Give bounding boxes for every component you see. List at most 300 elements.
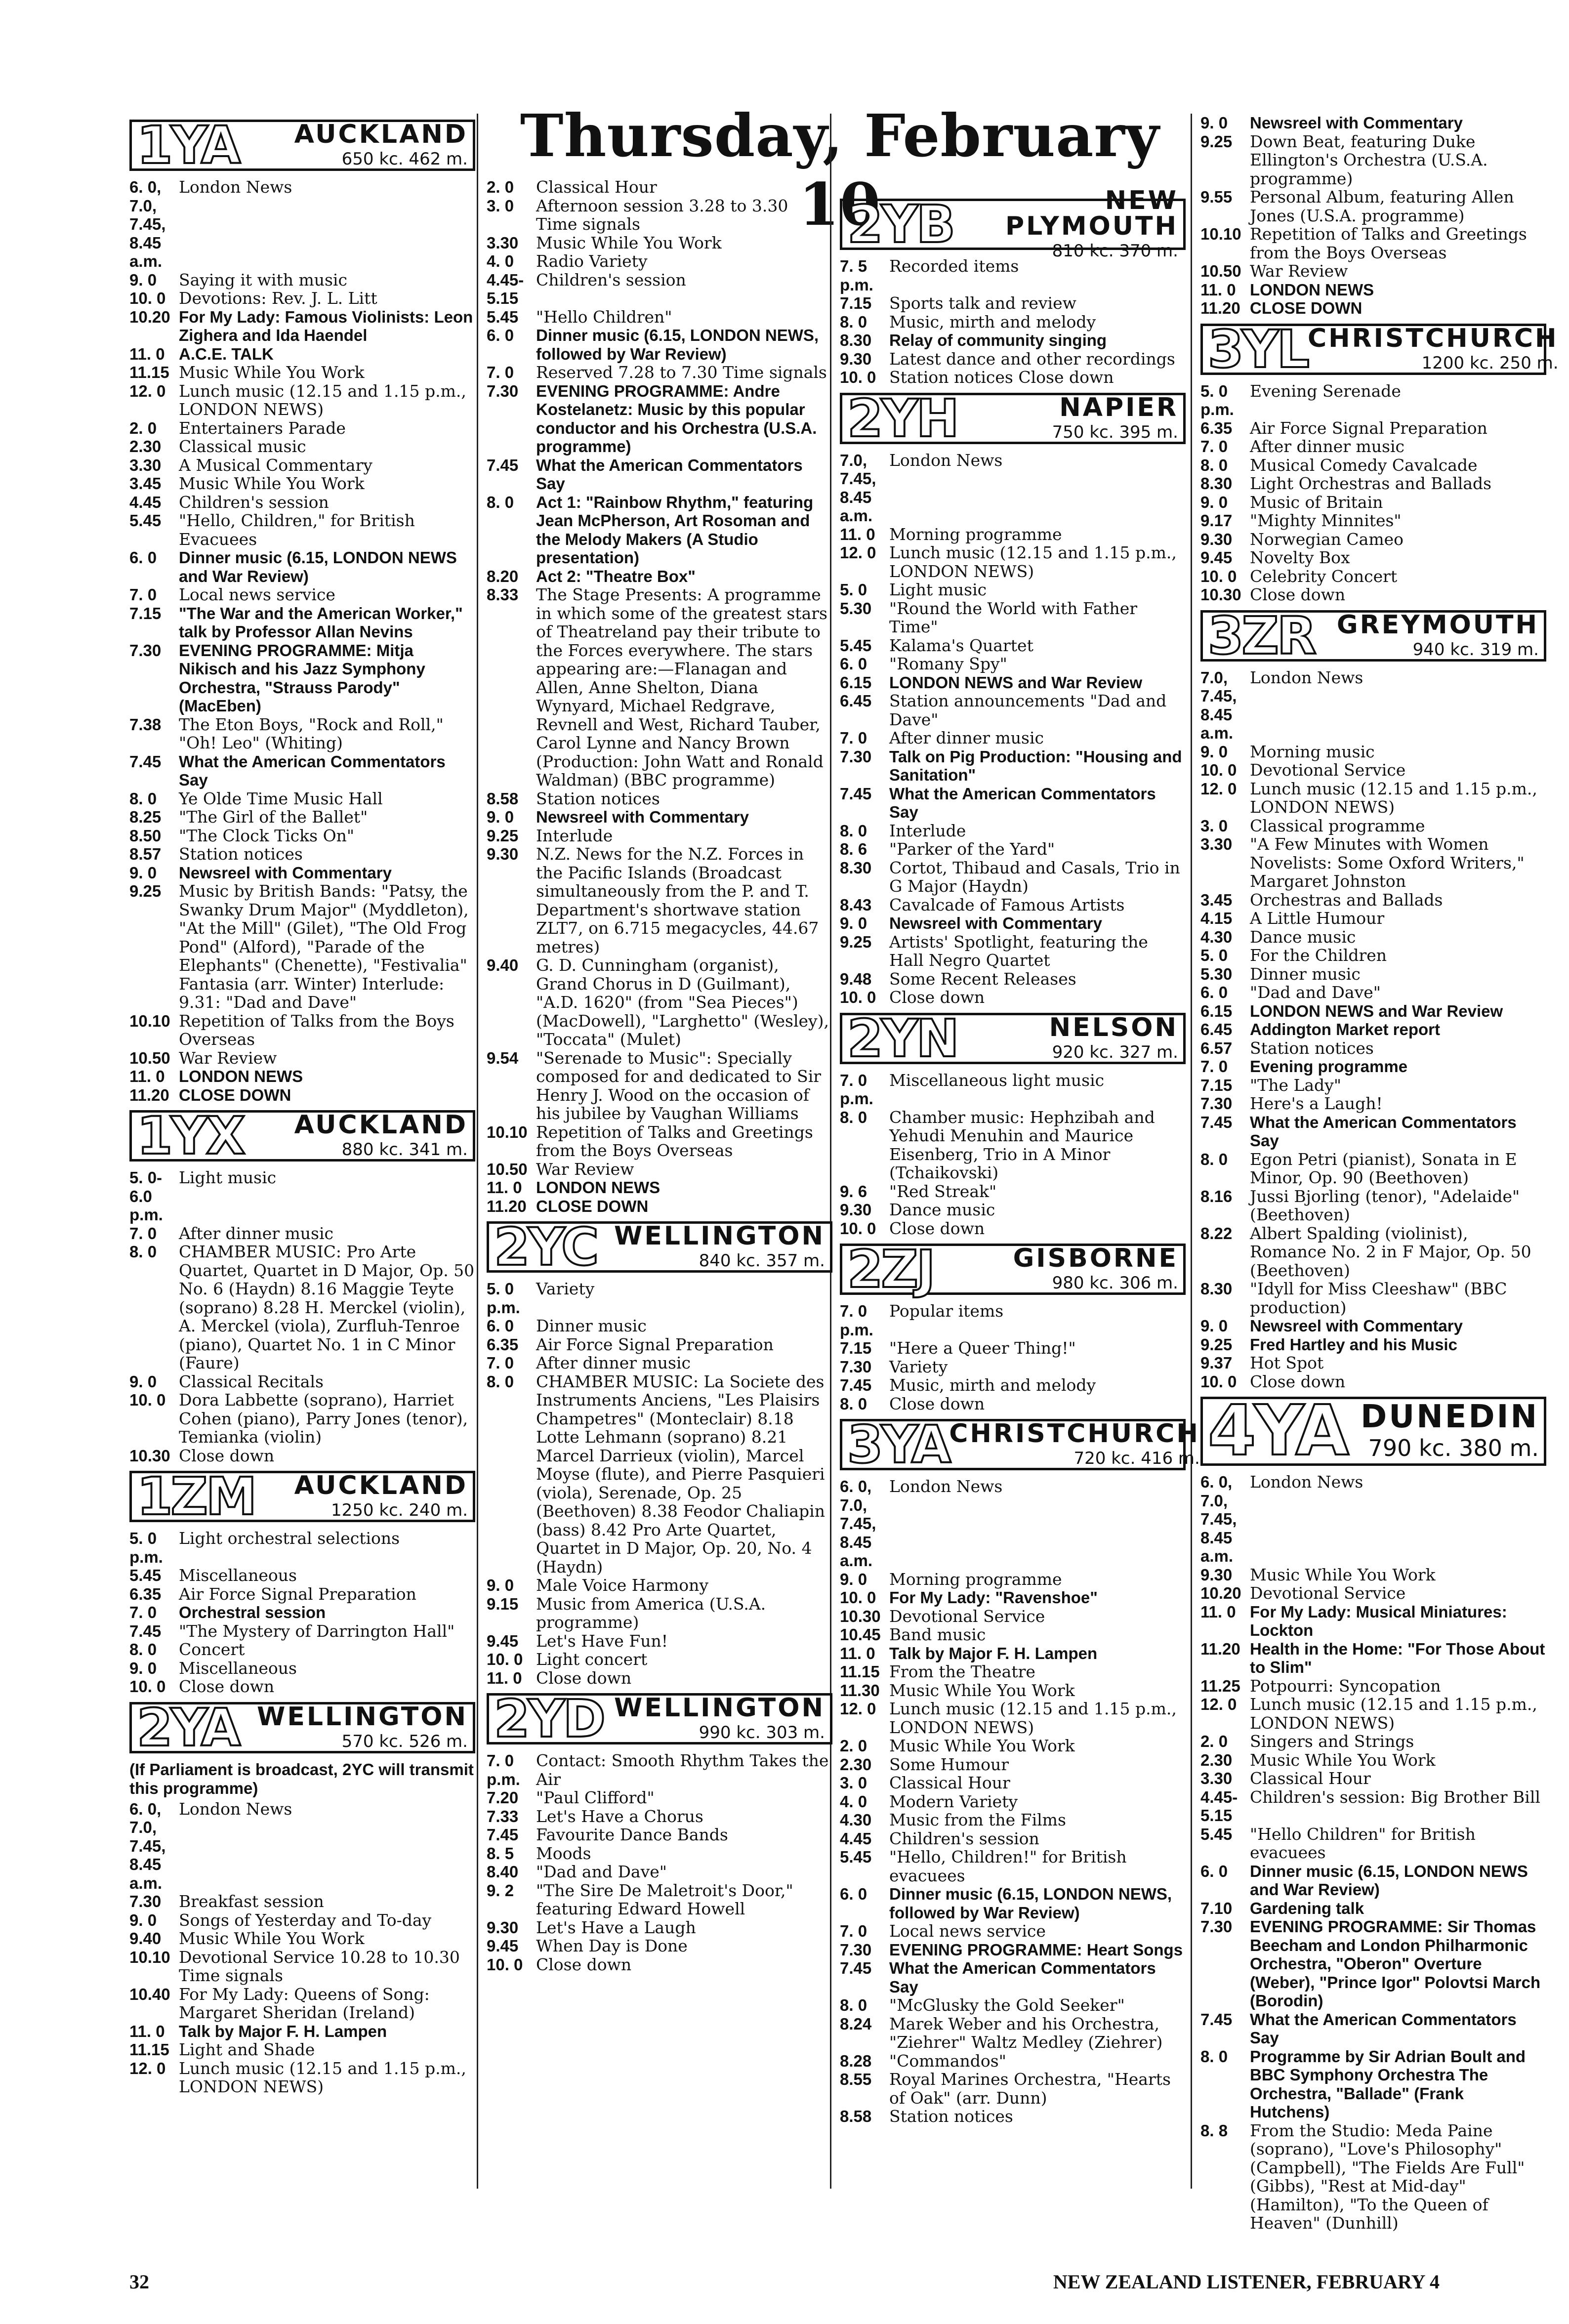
programme-entry (129, 845, 475, 864)
programme-description: Orchestral session (179, 1603, 326, 1621)
programme-description: Repetition of Talks and Greetings from the Boys Overseas (536, 1122, 813, 1160)
station-info (614, 1223, 825, 1271)
programme-entry (1200, 1113, 1546, 1150)
programme-description: Favourite Dance Bands (536, 1825, 728, 1844)
programme-description: Close down (536, 1668, 632, 1688)
programme-entry (487, 363, 832, 382)
programme-entry (487, 1576, 832, 1595)
programme-entry (129, 585, 475, 604)
programme-entry (487, 1788, 832, 1807)
programme-time: 6.35 (129, 1584, 162, 1603)
programme-entry (1200, 780, 1546, 817)
programme-time: 2.30 (129, 437, 162, 456)
programme-description: "Mighty Minnites" (1250, 511, 1402, 530)
programme-time: 8.16 (1200, 1187, 1233, 1205)
programme-description: What the American Commentators Say (179, 752, 446, 789)
programme-time: 8. 5 (487, 1844, 514, 1863)
programme-entry (840, 1941, 1186, 1959)
programme-entry (840, 1477, 1186, 1570)
programme-description: LONDON NEWS (1250, 280, 1374, 299)
programme-time: 8. 0 (840, 1996, 867, 2014)
programme-time: 10.50 (129, 1048, 170, 1067)
programme-time: 8.58 (487, 789, 519, 808)
programme-time: 6.15 (840, 673, 872, 692)
programme-description: Novelty Box (1250, 548, 1350, 567)
programme-entry (129, 493, 475, 512)
programme-entry (487, 585, 832, 789)
programme-time: 12. 0 (840, 543, 876, 562)
programme-entry (487, 1937, 832, 1955)
programme-entry (1200, 474, 1546, 493)
programme-entry (840, 525, 1186, 544)
programme-entry (840, 331, 1186, 350)
programme-entry (840, 1662, 1186, 1681)
station-call-sign: 1YA (137, 115, 239, 175)
column-4 (1200, 114, 1559, 2233)
programme-entry (1200, 1751, 1546, 1770)
programme-entry (1200, 262, 1546, 281)
programme-description: Concert (179, 1640, 245, 1659)
programme-time: 8.57 (129, 845, 162, 863)
programme-time: 9.45 (487, 1631, 519, 1650)
programme-entry (840, 655, 1186, 673)
programme-time: 7. 0 (1200, 1057, 1228, 1076)
programme-time: 9.30 (840, 1201, 872, 1219)
programme-time: 9.48 (840, 969, 872, 988)
station-info (976, 1245, 1178, 1293)
programme-time: 5. 0-6.0 p.m. (129, 1168, 163, 1224)
programme-description: The Stage Presents: A programme in which some of the greatest stars of Theatreland pay their tribute to the Forces everywhere. The stars appearing are:—Flanagan and Allen, Anne Shelton, Diana Wynyard, Michael Redgrave, Revnell and West, Richard Tauber, Carol Lynne and Nancy Brown (Production: John Watt and Ronald Waldman) (BBC programme) (536, 585, 827, 789)
programme-description: Gardening talk (1250, 1899, 1364, 1917)
programme-time: 3. 0 (487, 196, 514, 215)
programme-description: CLOSE DOWN (1250, 299, 1363, 317)
programme-time: 7. 0 (1200, 437, 1228, 456)
programme-entry (487, 956, 832, 1049)
station-info (265, 122, 468, 169)
programme-time: 10. 0 (840, 368, 876, 386)
programme-time: 11.20 (487, 1197, 527, 1215)
programme-description: EVENING PROGRAMME: Mitja Nikisch and his Jazz Symphony Orchestra, "Strauss Parody" (MacEben) (179, 641, 425, 715)
programme-entry (1200, 1825, 1546, 1862)
programme-entry (1200, 1224, 1546, 1280)
station-frequency: 920 kc. 327 m. (1052, 1042, 1178, 1062)
programme-entry (487, 567, 832, 586)
programme-time: 9. 0 (129, 270, 157, 289)
programme-entry (840, 1201, 1186, 1219)
programme-time: 6. 0 (487, 1317, 514, 1335)
station-call-sign: 2YD (494, 1689, 604, 1749)
programme-description: Addington Market report (1250, 1020, 1440, 1038)
programme-time: 9.15 (487, 1594, 519, 1613)
programme-time: 5.45 (487, 307, 519, 326)
programme-description: War Review (536, 1159, 634, 1179)
station-city: CHRISTCHURCH (1307, 323, 1559, 353)
programme-description: Music from America (U.S.A. programme) (536, 1594, 766, 1632)
programme-entry (1200, 281, 1546, 299)
programme-entry (129, 419, 475, 438)
programme-entry (1200, 1788, 1546, 1825)
programme-time: 7.15 (1200, 1076, 1233, 1094)
programme-description: CHAMBER MUSIC: Pro Arte Quartet, Quartet in D Major, Op. 50 No. 6 (Haydn) 8.16 Maggie Teyte (soprano) 8.28 H. Merckel (violin), A. Merckel (viola), Zurfluh-Tenroe (piano), Quartet No. 1 in C Minor (Faure) (179, 1242, 475, 1372)
programme-time: 5.45 (129, 1566, 162, 1584)
station-frequency: 570 kc. 526 m. (341, 1731, 468, 1751)
programme-time: 8.50 (129, 826, 162, 845)
programme-description: LONDON NEWS (536, 1178, 661, 1197)
programme-entry (840, 1219, 1186, 1238)
programme-description: Reserved 7.28 to 7.30 Time signals (536, 363, 827, 382)
programme-entry (487, 1844, 832, 1863)
programme-time: 11.20 (129, 1085, 169, 1104)
programme-entry (840, 1395, 1186, 1413)
programme-description: G. D. Cunningham (organist), Grand Chorus in D (Guilmant), "A.D. 1620" (from "Sea Pieces") (MacDowell), "Larghetto" (Wesley), "Toccata" (Mulet) (536, 955, 829, 1049)
programme-description: Lunch music (12.15 and 1.15 p.m., LONDON NEWS) (179, 2058, 466, 2096)
programme-time: 11. 0 (1200, 1602, 1236, 1621)
programme-description: Children's session (536, 270, 686, 290)
programme-entry (129, 2022, 475, 2041)
programme-time: 9.25 (1200, 1335, 1233, 1354)
programme-entry (1200, 743, 1546, 761)
page-number: 32 (129, 2271, 149, 2293)
programme-entry (840, 1755, 1186, 1774)
programme-time: 7.45 (129, 752, 162, 771)
programme-entry (487, 1955, 832, 1974)
programme-time: 7.15 (129, 604, 162, 622)
programme-entry (1200, 456, 1546, 475)
programme-entry (1200, 188, 1546, 225)
programme-entry (487, 252, 832, 271)
programme-entry (1200, 2121, 1546, 2233)
programme-entry (1200, 419, 1546, 438)
station-header (129, 1697, 475, 1758)
programme-entry (840, 257, 1186, 294)
column-rule (1191, 114, 1192, 2189)
programme-entry (840, 2107, 1186, 2126)
programme-description: London News (889, 1477, 1003, 1496)
programme-entry (487, 1317, 832, 1335)
programme-description: Musical Comedy Cavalcade (1250, 455, 1478, 475)
programme-time: 4. 0 (840, 1792, 867, 1811)
programme-entry (487, 1160, 832, 1179)
programme-time: 9.45 (487, 1937, 519, 1955)
programme-entry (1200, 1640, 1546, 1677)
programme-time: 7.30 (840, 1357, 872, 1376)
station-call-sign: 2YA (137, 1697, 239, 1758)
programme-entry (1200, 1317, 1546, 1335)
programme-time: 3.30 (1200, 835, 1233, 853)
programme-time: 6.45 (840, 692, 872, 710)
programme-description: Interlude (536, 826, 613, 845)
programme-time: 8. 0 (840, 312, 867, 331)
programme-time: 5.30 (840, 599, 872, 618)
programme-time: 9.30 (1200, 530, 1233, 548)
station-call-sign: 2ZJ (847, 1239, 934, 1299)
programme-description: Classical programme (1250, 816, 1425, 835)
station-city: AUCKLAND (294, 120, 468, 149)
programme-time: 6.35 (1200, 418, 1233, 437)
programme-entry (1200, 1187, 1546, 1224)
programme-entry (840, 1737, 1186, 1755)
programme-description: What the American Commentators Say (536, 456, 803, 493)
programme-description: "Here a Queer Thing!" (889, 1338, 1076, 1358)
programme-description: "Serenade to Music": Specially composed for and dedicated to Sir Henry J. Wood on the occasion of his jubilee by Vaughan Williams (536, 1048, 822, 1123)
programme-entry (487, 326, 832, 363)
programme-entry (1200, 437, 1546, 456)
station-info (949, 1421, 1200, 1468)
programme-entry (840, 840, 1186, 859)
programme-entry (1200, 2010, 1546, 2047)
programme-description: Station notices Close down (889, 368, 1114, 387)
programme-time: 8.25 (129, 808, 162, 826)
programme-entry (840, 914, 1186, 933)
programme-entry (1200, 668, 1546, 743)
programme-entry (840, 1829, 1186, 1848)
programme-time: 7.45 (487, 456, 519, 474)
programme-description: Breakfast session (179, 1892, 324, 1911)
programme-description: Classical music (179, 437, 306, 456)
programme-time: 10.10 (487, 1122, 528, 1141)
programme-description: Newsreel with Commentary (179, 863, 392, 882)
programme-description: LONDON NEWS and War Review (889, 673, 1143, 692)
programme-description: Music of Britain (1250, 492, 1383, 512)
programme-description: Kalama's Quartet (889, 635, 1033, 655)
programme-time: 3.30 (129, 456, 162, 474)
programme-entry (487, 197, 832, 234)
programme-description: Station announcements "Dad and Dave" (889, 691, 1167, 729)
programme-entry (1200, 548, 1546, 567)
programme-time: 7.45 (1200, 2010, 1233, 2029)
programme-entry (129, 308, 475, 345)
programme-entry (129, 1372, 475, 1391)
programme-entry (840, 859, 1186, 896)
programme-entry (129, 1168, 475, 1224)
programme-entry (1200, 493, 1546, 512)
programme-time: 9.30 (840, 349, 872, 368)
programme-time: 7.30 (840, 747, 872, 766)
programme-time: 9.25 (129, 882, 162, 900)
programme-entry (840, 933, 1186, 970)
station-city: CHRISTCHURCH (949, 1419, 1200, 1449)
programme-time: 6. 0, 7.0, 7.45, 8.45 a.m. (840, 1477, 876, 1570)
programme-entry (840, 1811, 1186, 1829)
programme-entry (840, 1996, 1186, 2015)
programme-entry (840, 2070, 1186, 2107)
programme-entry (129, 1603, 475, 1622)
station-info (976, 1012, 1178, 1062)
programme-description: London News (179, 1799, 292, 1819)
programme-time: 7.30 (840, 1940, 872, 1959)
programme-time: 6. 0, 7.0, 7.45, 8.45 a.m. (129, 178, 166, 270)
programme-description: Music While You Work (1250, 1565, 1436, 1584)
programme-time: 9. 0 (129, 863, 157, 882)
programme-description: Close down (536, 1954, 632, 1974)
station-call-sign: 3YL (1208, 319, 1308, 379)
programme-time: 8. 0 (129, 1640, 157, 1659)
programme-description: Popular items (889, 1301, 1004, 1321)
programme-time: 9.40 (129, 1929, 162, 1948)
programme-description: LONDON NEWS and War Review (1250, 1001, 1503, 1020)
programme-description: Music by British Bands: "Patsy, the Swanky Drum Major" (Myddleton), "At the Mill" (Gilet), "The Old Frog Pond" (Alford), "Parade of the Elephants" (Chenette), "Festivalia" Fantasia (arr. Winter) Interlude: 9.31: "Dad and Dave" (179, 881, 469, 1012)
programme-time: 8. 0 (487, 1372, 514, 1391)
programme-description: Close down (1250, 585, 1346, 604)
station-header (129, 115, 475, 175)
programme-entry (840, 988, 1186, 1007)
programme-description: "Hello Children" (536, 307, 672, 327)
programme-description: Dance music (1250, 927, 1356, 947)
programme-description: Light music (179, 1168, 277, 1187)
programme-time: 10.45 (840, 1625, 881, 1644)
station-frequency: 980 kc. 306 m. (1052, 1273, 1178, 1293)
programme-entry (1200, 1603, 1546, 1640)
station-frequency: 790 kc. 380 m. (1368, 1435, 1539, 1461)
station-header (1200, 1391, 1546, 1471)
programme-entry (129, 1086, 475, 1105)
programme-description: Devotional Service (1250, 1583, 1406, 1603)
programme-description: "Hello, Children," for British Evacuees (179, 511, 415, 549)
programme-time: 9. 0 (1200, 742, 1228, 761)
station-call-sign: 2YB (847, 194, 953, 254)
programme-entry (129, 604, 475, 641)
programme-description: Talk on Pig Production: "Housing and Sanitation" (889, 747, 1182, 784)
programme-description: Newsreel with Commentary (1250, 1317, 1463, 1335)
programme-entry (840, 368, 1186, 387)
programme-entry (840, 1376, 1186, 1395)
station-city: NEW PLYMOUTH (1005, 186, 1178, 241)
programme-time: 7.33 (487, 1807, 519, 1826)
programme-description: "Hello, Children!" for British evacuees (889, 1847, 1127, 1885)
programme-time: 9. 0 (129, 1372, 157, 1391)
programme-entry (487, 1807, 832, 1826)
programme-time: 5. 0 (840, 581, 867, 599)
station-header (840, 1008, 1186, 1069)
programme-time: 7.30 (129, 1892, 162, 1910)
station-frequency: 880 kc. 341 m. (341, 1140, 468, 1160)
programme-description: Close down (889, 1218, 985, 1238)
programme-time: 8.28 (840, 2051, 872, 2070)
programme-entry (487, 178, 832, 197)
programme-time: 6.57 (1200, 1038, 1233, 1057)
programme-time: 11. 0 (129, 1067, 165, 1085)
programme-time: 6.35 (487, 1335, 519, 1354)
programme-entry (1200, 1280, 1546, 1317)
programme-description: Light and Shade (179, 2040, 315, 2059)
programme-description: Miscellaneous light music (889, 1070, 1105, 1090)
programme-entry (1200, 1039, 1546, 1058)
programme-entry (1200, 1094, 1546, 1113)
programme-description: "Paul Clifford" (536, 1788, 655, 1807)
programme-time: 10.30 (840, 1607, 881, 1625)
column-1 (129, 114, 475, 2096)
station-header (840, 388, 1186, 449)
programme-description: Sports talk and review (889, 293, 1076, 313)
programme-description: CHAMBER MUSIC: La Societe des Instruments Anciens, "Les Plaisirs Champetres" (Monteclair) 8.18 Lotte Lehmann (soprano) 8.21 Marcel Darrieux (violin), Marcel Moyse (flute), and Pierre Pasquieri (viola), Serenade, Op. 25 (Beethoven) 8.38 Feodor Chaliapin (bass) 8.42 Pro Arte Quartet, Quartet in D Major, Op. 20, No. 4 (Haydn) (536, 1371, 825, 1577)
programme-time: 4.30 (840, 1811, 872, 1829)
programme-description: EVENING PROGRAMME: Andre Kostelanetz: Music by this popular conductor and his Orchestra (U.S.A. programme) (536, 381, 817, 456)
programme-description: Devotions: Rev. J. L. Litt (179, 289, 377, 308)
programme-description: After dinner music (889, 728, 1044, 747)
column-rule (477, 114, 478, 2189)
programme-description: Orchestras and Ballads (1250, 890, 1443, 910)
programme-time: 9. 0 (487, 808, 514, 826)
programme-entry (487, 456, 832, 493)
programme-entry (840, 1959, 1186, 1996)
programme-entry (1200, 1076, 1546, 1095)
programme-description: Hot Spot (1250, 1353, 1324, 1372)
programme-entry (129, 1585, 475, 1604)
programme-entry (1200, 965, 1546, 984)
station-call-sign: 1ZM (137, 1466, 255, 1527)
programme-description: Dinner music (6.15, LONDON NEWS, followed by War Review) (889, 1885, 1172, 1922)
programme-description: N.Z. News for the N.Z. Forces in the Pacific Islands (Broadcast simultaneously from the P. and T. Department's shortwave station ZLT7, on 6.715 megacycles, 44.67 metres) (536, 844, 819, 956)
programme-description: Fred Hartley and his Music (1250, 1335, 1457, 1354)
programme-entry (840, 636, 1186, 655)
programme-entry (129, 1985, 475, 2022)
station-frequency: 1250 kc. 240 m. (331, 1500, 468, 1520)
station-city: DUNEDIN (1361, 1399, 1539, 1435)
programme-entry (129, 1012, 475, 1049)
programme-description: Close down (889, 988, 985, 1007)
programme-time: 11.20 (1200, 1639, 1240, 1658)
programme-entry (1200, 1020, 1546, 1039)
programme-entry (840, 2015, 1186, 2052)
programme-description: Dinner music (1250, 964, 1361, 984)
programme-description: Music While You Work (1250, 1750, 1436, 1770)
programme-description: Radio Variety (536, 251, 648, 271)
programme-entry (129, 1800, 475, 1893)
programme-time: 10. 0 (487, 1955, 523, 1974)
programme-entry (129, 548, 475, 585)
programme-entry (1200, 585, 1546, 604)
programme-entry (129, 752, 475, 789)
programme-description: After dinner music (1250, 437, 1405, 456)
programme-description: "The Clock Ticks On" (179, 826, 355, 845)
programme-description: A Little Humour (1250, 909, 1385, 928)
programme-time: 7.30 (487, 381, 519, 400)
programme-description: From the Theatre (889, 1662, 1035, 1681)
programme-description: "Dad and Dave" (1250, 983, 1381, 1002)
programme-description: Male Voice Harmony (536, 1576, 709, 1595)
programme-description: "Red Streak" (889, 1181, 997, 1201)
station-frequency: 940 kc. 319 m. (1412, 639, 1539, 660)
programme-entry (487, 271, 832, 308)
programme-description: Morning programme (889, 524, 1062, 544)
programme-entry (840, 1625, 1186, 1644)
programme-time: 10. 0 (1200, 567, 1237, 585)
programme-description: What the American Commentators Say (1250, 2010, 1517, 2047)
programme-time: 4.45-5.15 (1200, 1787, 1238, 1825)
programme-time: 10.30 (1200, 585, 1241, 604)
programme-time: 8. 0 (129, 1243, 157, 1261)
programme-time: 10. 0 (840, 1588, 876, 1607)
programme-entry (129, 1566, 475, 1585)
station-header (840, 1414, 1200, 1475)
programme-entry (129, 363, 475, 382)
programme-entry (1200, 530, 1546, 549)
programme-time: 9. 2 (487, 1881, 514, 1900)
programme-entry (840, 2052, 1186, 2071)
column-3 (840, 186, 1200, 2126)
station-call-sign: 3ZR (1208, 605, 1315, 666)
programme-description: Dinner music (536, 1316, 647, 1335)
station-frequency: 720 kc. 416 m. (1074, 1449, 1200, 1468)
programme-entry (840, 1182, 1186, 1201)
programme-time: 9.54 (487, 1048, 519, 1067)
programme-description: Music, mirth and melody (889, 1375, 1096, 1395)
programme-time: 7. 0 (487, 1354, 514, 1372)
programme-entry (840, 785, 1186, 822)
programme-entry (840, 692, 1186, 729)
programme-description: Songs of Yesterday and To-day (179, 1910, 432, 1930)
programme-entry (129, 1049, 475, 1068)
